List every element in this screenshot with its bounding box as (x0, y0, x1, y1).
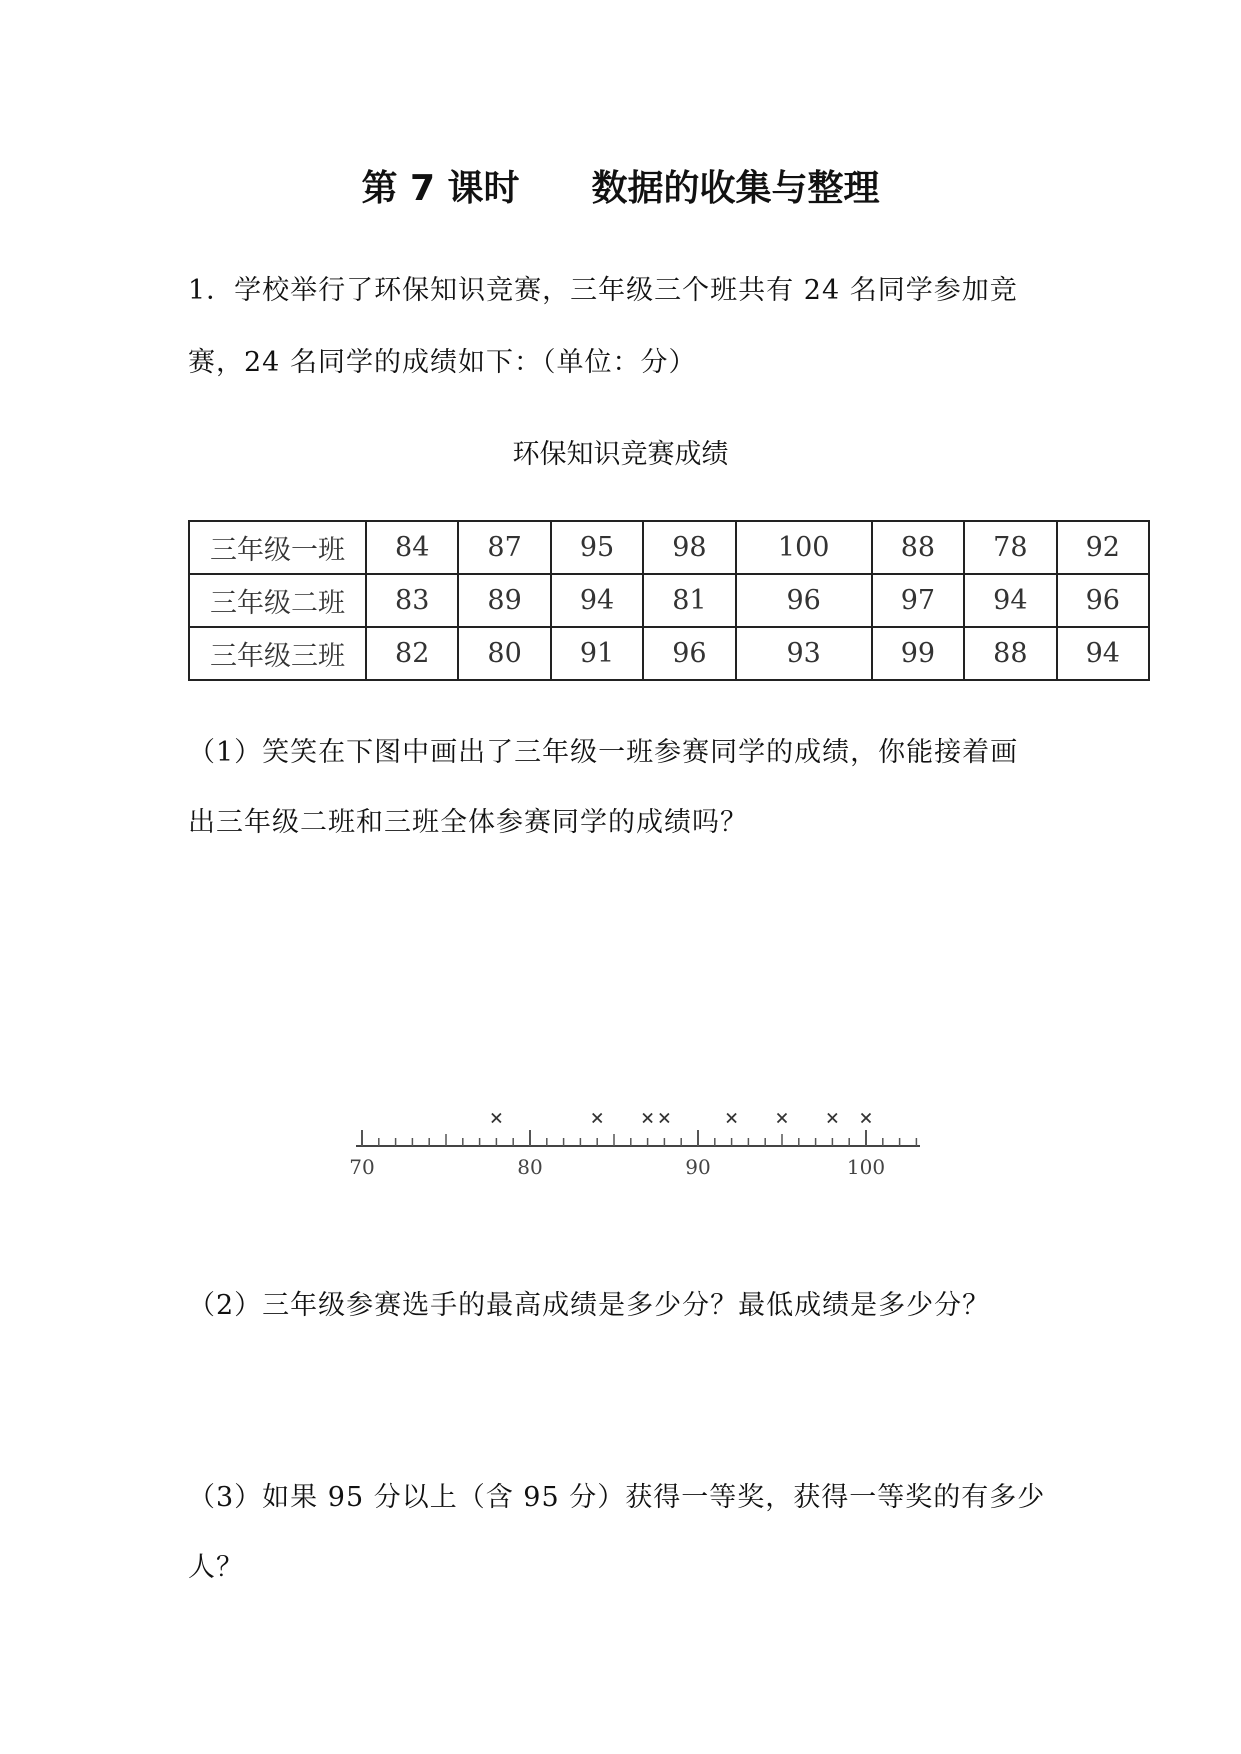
table-row (189, 627, 1149, 680)
score-cell: 80 (458, 627, 550, 680)
score-cell: 88 (872, 521, 964, 574)
part-1-line-2: 出三年级二班和三班全体参赛同学的成绩吗？ (188, 807, 748, 838)
part-3-line-2: 人？ (188, 1552, 244, 1583)
tick-label: 90 (685, 1155, 711, 1179)
score-cell: 94 (551, 574, 643, 627)
score-cell: 96 (736, 574, 872, 627)
score-cell: 99 (872, 627, 964, 680)
score-cell: 82 (366, 627, 458, 680)
tick-label: 70 (349, 1155, 375, 1179)
score-cell: 91 (551, 627, 643, 680)
score-cell: 95 (551, 521, 643, 574)
question-1-line-2: 赛，24 名同学的成绩如下：（单位：分） (188, 347, 697, 378)
score-cell: 92 (1057, 521, 1149, 574)
class-label: 三年级二班 (189, 574, 366, 627)
score-mark (492, 1114, 501, 1123)
page-title: 第 7 课时 数据的收集与整理 (361, 168, 880, 209)
score-cell: 97 (872, 574, 964, 627)
score-mark (593, 1114, 602, 1123)
score-cell: 87 (458, 521, 550, 574)
score-cell: 78 (964, 521, 1056, 574)
score-cell: 84 (366, 521, 458, 574)
class-label: 三年级三班 (189, 627, 366, 680)
score-cell: 96 (1057, 574, 1149, 627)
table-row (189, 521, 1149, 574)
score-cell: 96 (643, 627, 735, 680)
score-mark (828, 1114, 837, 1123)
part-2-line-1: （2）三年级参赛选手的最高成绩是多少分？最低成绩是多少分？ (188, 1290, 991, 1321)
score-cell: 94 (1057, 627, 1149, 680)
scores-table (188, 520, 1150, 681)
score-line-plot (340, 1100, 920, 1200)
score-cell: 94 (964, 574, 1056, 627)
tick-label: 80 (517, 1155, 543, 1179)
part-1-line-1: （1）笑笑在下图中画出了三年级一班参赛同学的成绩，你能接着画 (188, 737, 1019, 768)
score-cell: 81 (643, 574, 735, 627)
score-mark (727, 1114, 736, 1123)
score-cell: 98 (643, 521, 735, 574)
score-cell: 93 (736, 627, 872, 680)
score-cell: 83 (366, 574, 458, 627)
score-mark (778, 1114, 787, 1123)
score-mark (643, 1114, 652, 1123)
score-cell: 100 (736, 521, 872, 574)
tick-label: 100 (846, 1155, 886, 1179)
score-mark (862, 1114, 871, 1123)
score-mark (660, 1114, 669, 1123)
part-3-line-1: （3）如果 95 分以上（含 95 分）获得一等奖，获得一等奖的有多少 (188, 1482, 1046, 1513)
table-row (189, 574, 1149, 627)
score-cell: 88 (964, 627, 1056, 680)
question-1-line-1: 1．学校举行了环保知识竞赛，三年级三个班共有 24 名同学参加竞 (188, 275, 1018, 306)
table-caption: 环保知识竞赛成绩 (512, 439, 729, 470)
class-label: 三年级一班 (189, 521, 366, 574)
score-cell: 89 (458, 574, 550, 627)
